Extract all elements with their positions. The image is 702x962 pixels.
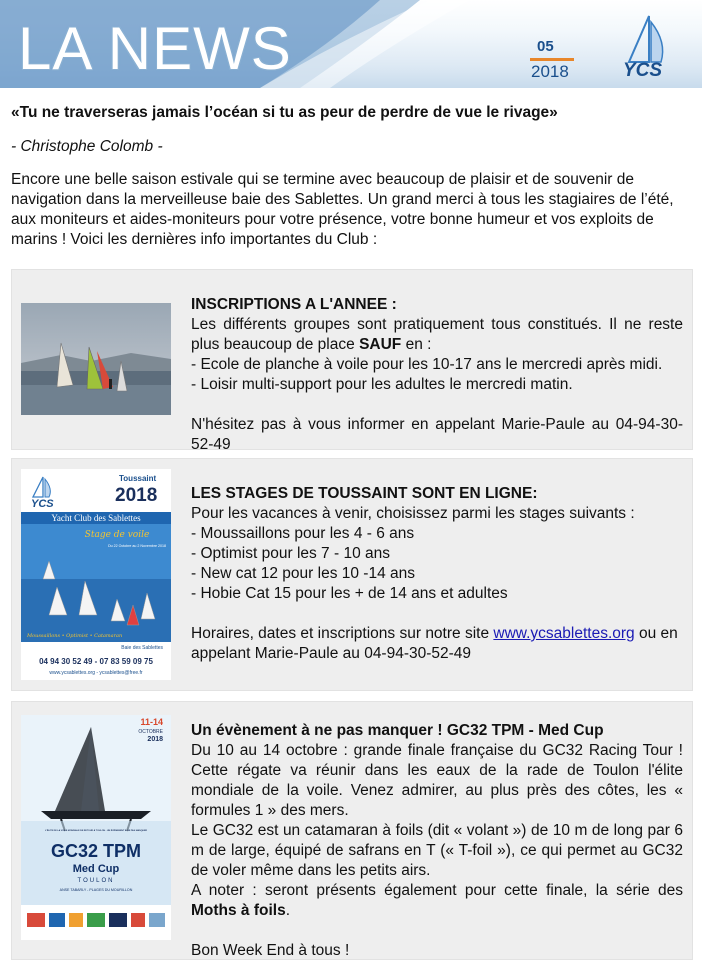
gc32-poster-sub: Med Cup (72, 863, 120, 875)
section2-bullet: - Optimist pour les 7 - 10 ans (191, 545, 390, 562)
section1-paragraph (191, 315, 683, 355)
ycs-website-link[interactable]: www.ycsablettes.org (493, 625, 635, 642)
toussaint-poster-place: Baie des Sablettes (121, 645, 163, 651)
section3-p3-text: A noter : seront présents également pour cette finale, la série des (191, 882, 683, 899)
section1-para-end: en : (401, 336, 432, 353)
ycs-logo-text: YCS (623, 60, 663, 81)
section2-info-text: Horaires, dates et inscriptions sur notre site (191, 625, 494, 642)
opening-quote: «Tu ne traverseras jamais l’océan si tu as peur de perdre de vue le rivage» (11, 104, 558, 121)
section2-content (191, 484, 683, 664)
toussaint-poster-year: 2018 (115, 485, 158, 506)
gc32-poster-month: OCTOBRE (138, 729, 163, 735)
toussaint-poster-logo: YCS (31, 498, 54, 510)
section1-bullet: - Loisir multi-support pour les adultes le mercredi matin. (191, 376, 573, 393)
section2-bullet: - New cat 12 pour les 10 -14 ans (191, 565, 416, 582)
gc32-poster-tagline: L'ÉLITE DE LA VOILE MONDIALE DE RETOUR À TOULON - UN ÉVÈNEMENT À NE PAS MANQUER (44, 830, 148, 832)
toussaint-poster (21, 469, 171, 680)
issue-year: 2018 (531, 62, 569, 81)
gc32-poster-year: 2018 (147, 736, 163, 743)
gc32-poster-dates: 11-14 (140, 717, 163, 727)
section2-bullet: - Hobie Cat 15 pour les + de 14 ans et adultes (191, 585, 508, 602)
section3-paragraph-1: Du 10 au 14 octobre : grande finale française du GC32 Racing Tour ! Cette régate va réunir dans les eaux de la rade de Toulon l'élite mondiale de la voile. Venez admirer, au plus près des côtes, les « formules 1 » des mers. (191, 742, 683, 819)
ycs-logo (615, 12, 685, 82)
section1-para-bold: SAUF (359, 336, 402, 353)
toussaint-poster-categories: Moussaillons • Optimist • Catamaran (27, 633, 123, 639)
section3-p3-bold: Moths à foils (191, 902, 286, 919)
section1-para-text: Les différents groupes sont pratiquement tous constitués. Il ne reste plus beaucoup de place (191, 316, 683, 353)
gc32-poster-name: GC32 TPM (50, 841, 142, 861)
section3-heading: Un évènement à ne pas manquer ! GC32 TPM - Med Cup (191, 722, 604, 739)
toussaint-poster-phones: 04 94 30 52 49 - 07 83 59 09 75 (39, 657, 153, 666)
newsletter-header (0, 0, 702, 88)
section2-heading: LES STAGES DE TOUSSAINT SONT EN LIGNE: (191, 485, 538, 502)
section2-intro: Pour les vacances à venir, choisissez parmi les stages suivants : (191, 505, 635, 522)
gc32-poster-city: TOULON (77, 878, 115, 884)
section3-closing: Bon Week End à tous ! (191, 942, 350, 959)
toussaint-poster-season: Toussaint (119, 474, 157, 483)
toussaint-poster-dates: Du 22 Octobre au 2 Novembre 2018 (108, 544, 166, 548)
section1-content (191, 295, 683, 455)
section-gc32-event (11, 701, 693, 960)
gc32-poster-place: ANSE TABARLY - PLAGES DU MOURILLON (59, 888, 133, 892)
windsurf-photo (21, 303, 171, 415)
section3-paragraph-2: Le GC32 est un catamaran à foils (dit « volant ») de 10 m de long par 6 m de large, équipé de safrans en T (« T-foil »), ce qui permet au GC32 de voler même dans les petits airs. (191, 822, 683, 879)
newsletter-title: LA NEWS (18, 15, 292, 82)
toussaint-poster-subtitle: Stage de voile (84, 530, 150, 540)
gc32-poster (21, 715, 171, 940)
section1-contact: N'hésitez pas à vous informer en appelant Marie-Paule au 04-94-30-52-49 (191, 416, 683, 453)
section1-bullet: - Ecole de planche à voile pour les 10-17 ans le mercredi après midi. (191, 356, 663, 373)
section3-p3-end: . (285, 902, 291, 919)
section1-heading: INSCRIPTIONS A L'ANNEE : (191, 296, 397, 313)
issue-number: 05 (537, 38, 554, 55)
section2-info-end: ou en appelant Marie-Paule au 04-94-30-52-49 (191, 625, 678, 662)
section-toussaint (11, 458, 693, 691)
section3-content (191, 721, 683, 961)
section2-bullet: - Moussaillons pour les 4 - 6 ans (191, 525, 415, 542)
section-inscriptions (11, 269, 693, 453)
intro-paragraph: Encore une belle saison estivale qui se termine avec beaucoup de plaisir et de souvenir de navigation dans la merveilleuse baie des Sablettes. Un grand merci à tous les stagiaires de l’été, aux moniteurs et aides-moniteurs pour votre présence, votre bonne humeur et vos exploits de marins ! Voici les dernières info importantes du Club : (11, 171, 674, 248)
toussaint-poster-web: www.ycsablettes.org - ycsablettes@free.fr (49, 670, 143, 676)
issue-divider (530, 58, 574, 61)
section2-info (191, 624, 683, 664)
quote-author: - Christophe Colomb - (11, 138, 163, 155)
toussaint-poster-club: Yacht Club des Sablettes (51, 513, 141, 523)
section3-paragraph-3 (191, 881, 683, 921)
